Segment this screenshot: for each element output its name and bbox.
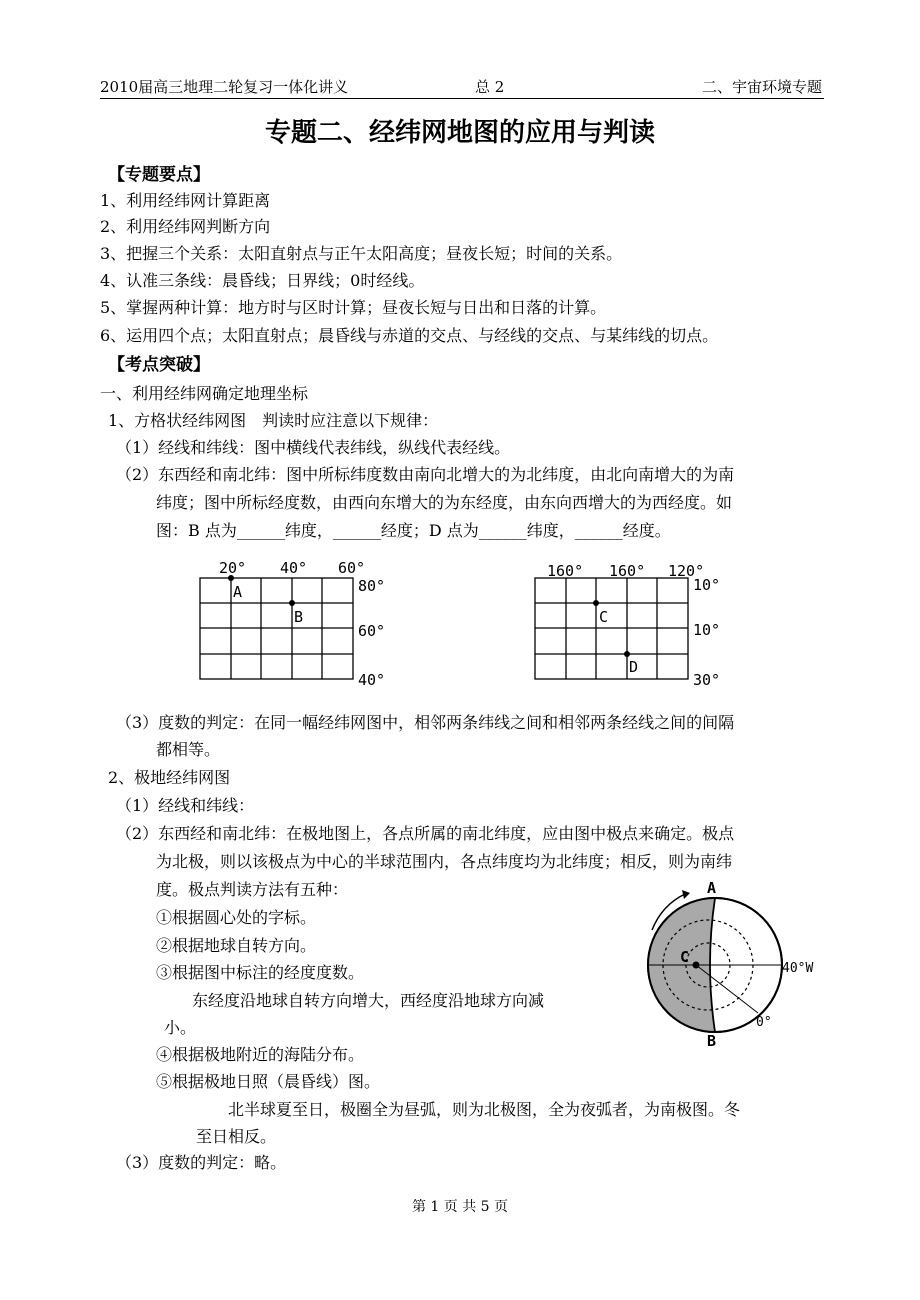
grid2-top-3: 120° (668, 562, 705, 580)
header-right: 二、宇宙环境专题 (701, 78, 822, 96)
page-footer: 第 1 页 共 5 页 (411, 1199, 509, 1215)
point-a-label: A (233, 583, 243, 601)
grid-map-1 (190, 552, 400, 692)
grid1-top-1: 20° (219, 559, 247, 577)
section-heading-key-points: 【专题要点】 (108, 165, 210, 185)
point-b-marker (289, 600, 295, 606)
method-5: ⑤根据极地日照（晨昏线）图。 (156, 1072, 381, 1091)
page-header (100, 76, 824, 99)
grid1-top-3: 60° (338, 559, 366, 577)
method-4: ④根据极地附近的海陆分布。 (156, 1045, 365, 1064)
grid2-top-1: 160° (547, 562, 584, 580)
grid2-right-1: 10° (693, 576, 721, 594)
subsection-1-2: 2、极地经纬网图 (108, 768, 231, 787)
key-point-3: 3、把握三个关系：太阳直射点与正午太阳高度；昼夜长短；时间的关系。 (100, 244, 623, 263)
key-point-1: 1、利用经纬网计算距离 (100, 191, 271, 210)
polar-label-se: 0° (756, 1015, 772, 1030)
rule-2-line-b: 纬度；图中所标经度数，由西向东增大的为东经度，由东向西增大的为西经度。如 (156, 493, 733, 512)
point-d-label: D (629, 658, 639, 676)
point-c-marker (593, 600, 599, 606)
rule-2-line-a: （2）东西经和南北纬：图中所标纬度数由南向北增大的为北纬度，由北向南增大的为南 (116, 465, 735, 484)
key-point-6: 6、运用四个点；太阳直射点；晨昏线与赤道的交点、与经线的交点、与某纬线的切点。 (100, 326, 719, 345)
method-5-detail-b: 至日相反。 (196, 1127, 277, 1146)
key-point-5: 5、掌握两种计算：地方时与区时计算；昼夜长短与日出和日落的计算。 (100, 298, 607, 317)
polar-label-east: 40°W (782, 961, 814, 976)
polar-label-center: C (680, 948, 690, 966)
rule-3-line-a: （3）度数的判定：在同一幅经纬网图中，相邻两条纬线之间和相邻两条经线之间的间隔 (116, 713, 735, 732)
grid1-right-3: 40° (358, 671, 386, 689)
grid1-right-1: 80° (358, 577, 386, 595)
polar-rule-3: （3）度数的判定：略。 (116, 1153, 287, 1172)
grid-map-2 (525, 552, 745, 692)
grid2-right-3: 30° (693, 671, 721, 689)
section-heading-breakthrough: 【考点突破】 (108, 355, 210, 375)
header-left: 2010届高三地理二轮复习一体化讲义 (100, 78, 349, 96)
point-b-label: B (294, 608, 304, 626)
grid2-right-2: 10° (693, 621, 721, 639)
polar-label-bottom: B (707, 1032, 717, 1050)
polar-rule-2-line-b: 为北极，则以该极点为中心的半球范围内，各点纬度均为北纬度；相反，则为南纬 (156, 852, 733, 871)
method-3: ③根据图中标注的经度度数。 (156, 963, 365, 982)
key-point-4: 4、认准三条线：晨昏线；日界线；0时经线。 (100, 271, 425, 290)
rule-2-line-c: 图：B 点为______纬度，______经度；D 点为______纬度，______经度。 (156, 521, 671, 540)
subsection-1-1: 1、方格状经纬网图 判读时应注意以下规律： (108, 411, 439, 430)
polar-rule-2-line-c: 度。极点判读方法有五种： (156, 880, 349, 899)
method-1: ①根据圆心处的字标。 (156, 908, 317, 927)
grid1-top-2: 40° (280, 559, 308, 577)
page-title: 专题二、经纬网地图的应用与判读 (264, 118, 655, 148)
method-3-detail-b: 小。 (164, 1018, 197, 1037)
subsection-1: 一、利用经纬网确定地理坐标 (100, 384, 309, 403)
rule-1: （1）经线和纬线：图中横线代表纬线，纵线代表经线。 (116, 438, 511, 457)
point-c-label: C (599, 608, 609, 626)
method-5-detail-a: 北半球夏至日，极圈全为昼弧，则为北极图，全为夜弧者，为南极图。冬 (228, 1100, 741, 1119)
polar-label-top: A (707, 880, 717, 897)
method-3-detail-a: 东经度沿地球自转方向增大，西经度沿地球方向减 (192, 991, 545, 1010)
grid2-top-2: 160° (609, 562, 646, 580)
polar-rule-1: （1）经线和纬线： (116, 796, 255, 815)
header-center: 总 2 (475, 78, 505, 96)
key-point-2: 2、利用经纬网判断方向 (100, 217, 271, 236)
polar-diagram (630, 880, 830, 1050)
rule-3-line-b: 都相等。 (156, 740, 221, 759)
pole-center-dot (693, 962, 700, 969)
point-d-marker (624, 651, 630, 657)
method-2: ②根据地球自转方向。 (156, 936, 317, 955)
grid1-right-2: 60° (358, 622, 386, 640)
polar-rule-2-line-a: （2）东西经和南北纬：在极地图上，各点所属的南北纬度，应由图中极点来确定。极点 (116, 824, 735, 843)
